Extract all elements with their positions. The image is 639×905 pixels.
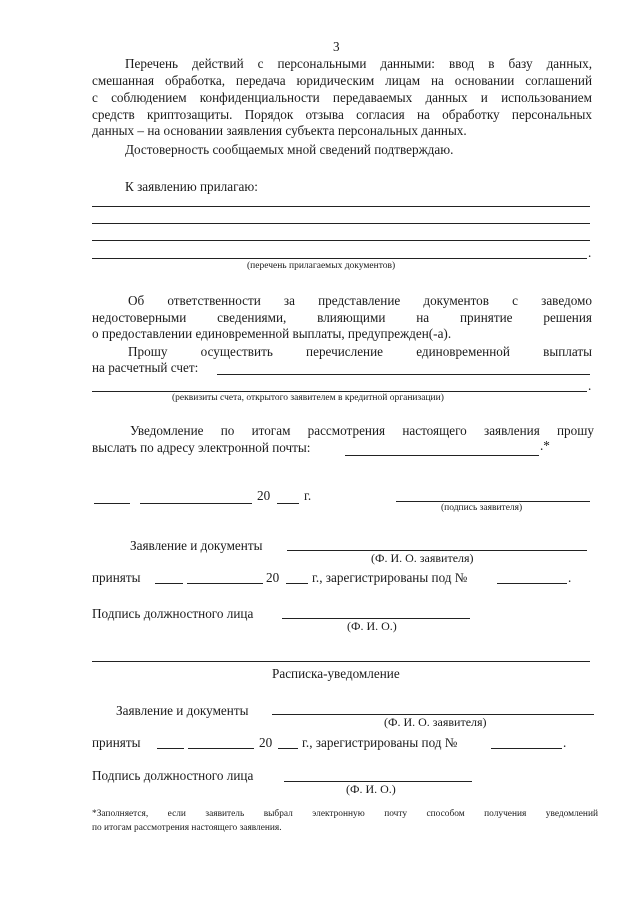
receipt-period: .	[563, 735, 567, 750]
receipt-official-label: Подпись должностного лица	[92, 768, 254, 783]
consent-confirm: Достоверность сообщаемых мной сведений подтверждаю.	[125, 142, 454, 157]
accepted-day-line	[155, 583, 183, 584]
attachments-heading: К заявлению прилагаю:	[125, 179, 258, 194]
date-year-line	[277, 503, 299, 504]
transfer-line-1: Прошу осуществить перечисление единовременной выплаты	[128, 344, 592, 359]
responsibility-line-2: недостоверными сведениями, влияющими на принятие решения	[92, 310, 592, 325]
accepted-label: Заявление и документы	[130, 538, 263, 553]
receipt-month-line	[188, 748, 254, 749]
account-line-2	[92, 391, 587, 392]
accepted-period: .	[568, 570, 572, 585]
footnote-line-1: *Заполняется, если заявитель выбрал электронную почту способом получения уведомлений	[92, 809, 598, 819]
transfer-line-2: на расчетный счет:	[92, 360, 199, 375]
receipt-number-line	[491, 748, 562, 749]
applicant-signature-line	[396, 501, 590, 502]
accepted-received-label: приняты	[92, 570, 141, 585]
accepted-year-prefix: 20	[266, 570, 280, 585]
attachment-line-3	[92, 240, 590, 241]
attachment-line-2	[92, 223, 590, 224]
accepted-year-line	[286, 583, 308, 584]
date-day-line	[94, 503, 130, 504]
footnote-line-2: по итогам рассмотрения настоящего заявления.	[92, 823, 282, 833]
page-number: 3	[333, 39, 340, 54]
accepted-registered-label: г., зарегистрированы под №	[312, 570, 468, 585]
receipt-received-label: приняты	[92, 735, 141, 750]
accepted-official-caption: (Ф. И. О.)	[347, 619, 397, 633]
date-year-suffix: г.	[304, 488, 312, 503]
receipt-year-prefix: 20	[259, 735, 273, 750]
receipt-official-caption: (Ф. И. О.)	[346, 782, 396, 796]
receipt-day-line	[157, 748, 184, 749]
receipt-title: Расписка-уведомление	[272, 666, 400, 681]
email-notice-line-1: Уведомление по итогам рассмотрения настоящего заявления прошу	[130, 423, 594, 438]
date-year-prefix: 20	[257, 488, 271, 503]
email-footnote-mark: .*	[540, 438, 550, 453]
account-line-1	[217, 374, 590, 375]
consent-line-2: смешанная обработка, передача юридическим лицам на основании соглашений	[92, 73, 592, 88]
receipt-year-line	[278, 748, 298, 749]
accepted-number-line	[497, 583, 567, 584]
receipt-registered-label: г., зарегистрированы под №	[302, 735, 458, 750]
attachment-line-1	[92, 206, 590, 207]
consent-line-3: с соблюдением конфиденциальности передаваемых данных и использованием	[92, 90, 592, 105]
attachments-caption: (перечень прилагаемых документов)	[247, 261, 396, 271]
attachment-line-4	[92, 258, 587, 259]
responsibility-line-1: Об ответственности за представление документов с заведомо	[128, 293, 592, 308]
accepted-official-label: Подпись должностного лица	[92, 606, 254, 621]
attachment-period: .	[588, 245, 592, 260]
consent-line-5: данных – на основании заявления субъекта персональных данных.	[92, 123, 467, 138]
account-caption: (реквизиты счета, открытого заявителем в кредитной организации)	[172, 393, 444, 403]
applicant-signature-caption: (подпись заявителя)	[441, 503, 523, 513]
email-notice-line-2: выслать по адресу электронной почты:	[92, 440, 311, 455]
date-month-line	[140, 503, 252, 504]
account-period: .	[588, 378, 592, 393]
email-input-line	[345, 455, 539, 456]
responsibility-line-3: о предоставлении единовременной выплаты, предупрежден(-а).	[92, 326, 452, 341]
accepted-month-line	[187, 583, 263, 584]
receipt-cut-line	[92, 661, 590, 662]
accepted-fio-caption: (Ф. И. О. заявителя)	[371, 551, 474, 565]
consent-line-4: средств криптозащиты. Порядок отзыва согласия на обработку персональных	[92, 107, 592, 122]
receipt-fio-caption: (Ф. И. О. заявителя)	[384, 715, 487, 729]
receipt-label: Заявление и документы	[116, 703, 249, 718]
consent-line-1: Перечень действий с персональными данными: ввод в базу данных,	[125, 56, 592, 71]
